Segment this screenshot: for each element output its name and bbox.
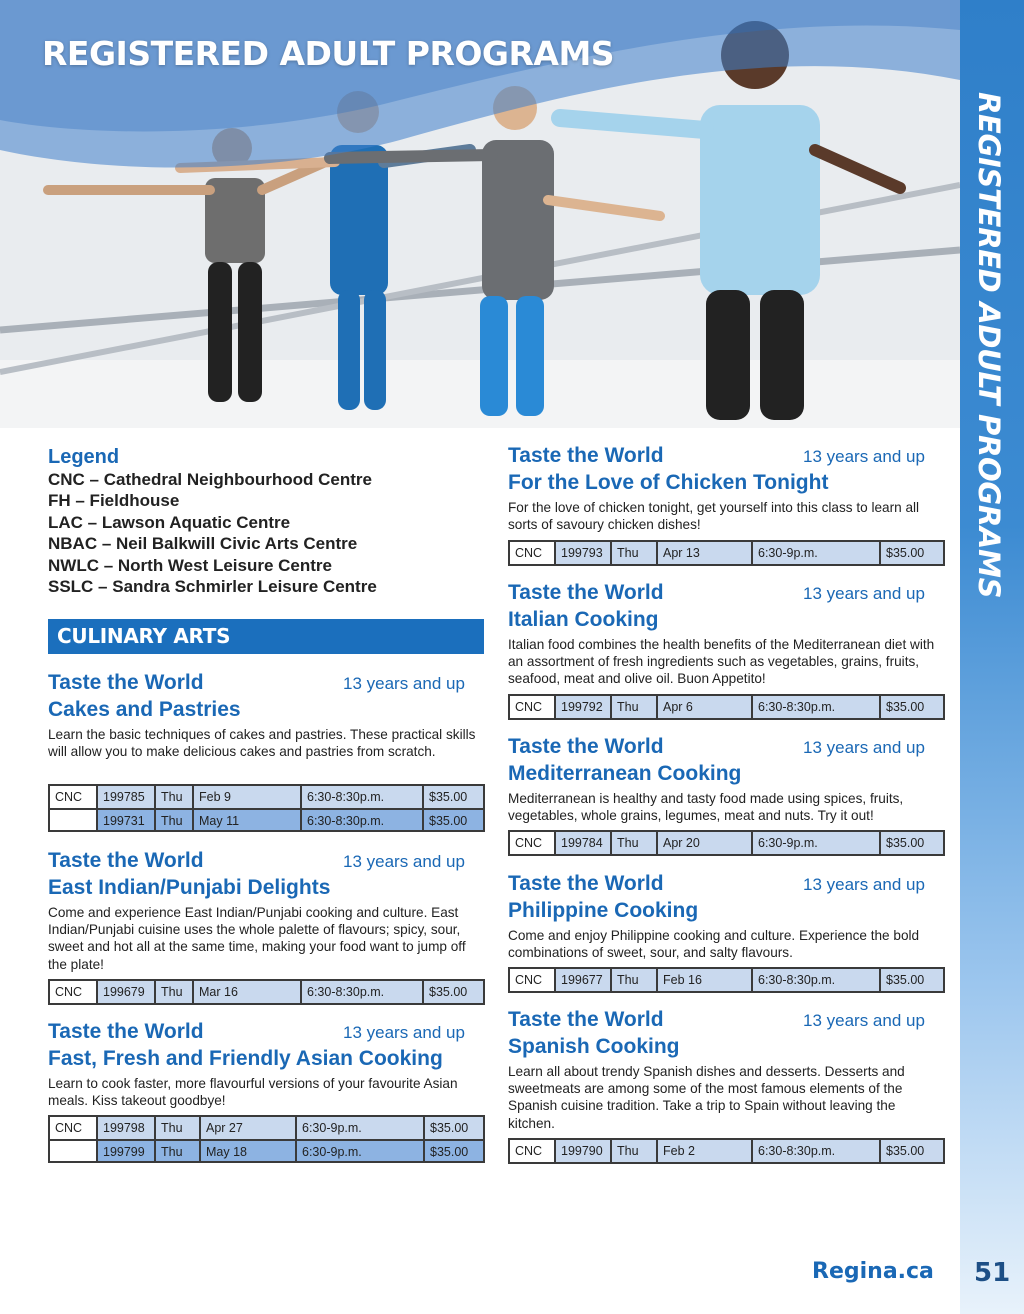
program-description: Learn to cook faster, more flavourful versions of your favourite Asian meals. Kiss takeout goodbye! [48,1076,458,1109]
date-cell: Mar 16 [192,981,300,1003]
price-cell: $35.00 [879,1140,943,1162]
price-cell: $35.00 [423,1141,483,1161]
schedule-row[interactable] [510,832,943,854]
program-age: 13 years and up [343,852,465,871]
code-cell: 199793 [554,542,610,564]
date-cell: Apr 27 [199,1117,295,1139]
day-cell: Thu [154,1141,199,1161]
day-cell: Thu [154,981,192,1003]
schedule-table [508,1138,945,1164]
code-cell: 199784 [554,832,610,854]
program-mediterranean [508,735,945,824]
price-cell: $35.00 [879,832,943,854]
program-series: Taste the World [48,1020,204,1043]
program-name: East Indian/Punjabi Delights [48,876,331,899]
program-name: Spanish Cooking [508,1035,680,1058]
legend-item: LAC – Lawson Aquatic Centre [48,512,291,532]
price-cell: $35.00 [422,786,483,808]
schedule-table [48,784,485,832]
schedule-table [508,967,945,993]
program-description: Come and experience East Indian/Punjabi cooking and culture. East Indian/Punjabi cuisine uses the whole palette of flavours; spicy, sour, sweet and hot all at the same time, making your food want to jump off the plate! [48,905,466,972]
day-cell: Thu [154,1117,199,1139]
time-cell: 6:30-9p.m. [295,1117,423,1139]
legend-item: FH – Fieldhouse [48,491,180,511]
schedule-table [508,830,945,856]
program-name: Mediterranean Cooking [508,762,742,785]
time-cell: 6:30-9p.m. [751,832,879,854]
schedule-row[interactable] [50,808,483,830]
program-series: Taste the World [48,849,204,872]
program-series: Taste the World [508,872,664,895]
price-cell: $35.00 [423,1117,483,1139]
schedule-table [508,540,945,566]
price-cell: $35.00 [879,542,943,564]
location-cell: CNC [50,786,96,808]
legend-item: CNC – Cathedral Neighbourhood Centre [48,470,372,489]
program-east-indian [48,849,485,973]
program-description: Learn all about trendy Spanish dishes and desserts. Desserts and sweetmeats are among some of the most famous elements of the Spanish cuisine tradition. Take a trip to Spain without leaving the kitchen. [508,1064,905,1131]
location-cell [50,810,96,830]
time-cell: 6:30-8:30p.m. [751,696,879,718]
program-description: Mediterranean is healthy and tasty food made using spices, fruits, vegetables, whole grains, legumes, meat and nuts. Try it out! [508,791,904,824]
schedule-table [508,694,945,720]
date-cell: Apr 13 [656,542,751,564]
code-cell: 199799 [96,1141,154,1161]
program-series: Taste the World [508,444,664,467]
schedule-row[interactable] [50,786,483,808]
time-cell: 6:30-8:30p.m. [751,1140,879,1162]
location-cell: CNC [510,1140,554,1162]
location-cell: CNC [510,832,554,854]
day-cell: Thu [610,969,656,991]
schedule-table [48,1115,485,1163]
program-philippine [508,872,945,961]
day-cell: Thu [610,832,656,854]
legend [48,445,377,597]
program-series: Taste the World [508,735,664,758]
schedule-row[interactable] [510,969,943,991]
code-cell: 199785 [96,786,154,808]
program-description: Come and enjoy Philippine cooking and culture. Experience the bold combinations of sweet, sour, and salty flavours. [508,928,920,961]
time-cell: 6:30-9p.m. [295,1141,423,1161]
date-cell: Apr 6 [656,696,751,718]
day-cell: Thu [610,1140,656,1162]
legend-item: NWLC – North West Leisure Centre [48,555,333,575]
location-cell [50,1141,96,1161]
code-cell: 199679 [96,981,154,1003]
price-cell: $35.00 [422,810,483,830]
code-cell: 199798 [96,1117,154,1139]
legend-title: Legend [48,446,120,468]
schedule-row[interactable] [510,1140,943,1162]
date-cell: May 11 [192,810,300,830]
schedule-row[interactable] [50,1139,483,1161]
program-series: Taste the World [48,671,204,694]
date-cell: Feb 16 [656,969,751,991]
location-cell: CNC [510,969,554,991]
program-description: Learn the basic techniques of cakes and pastries. These practical skills will allow you to make delicious cakes and pastries from scratch. [48,727,476,760]
code-cell: 199731 [96,810,154,830]
day-cell: Thu [610,696,656,718]
location-cell: CNC [50,1117,96,1139]
section-title: CULINARY ARTS [57,624,231,648]
time-cell: 6:30-8:30p.m. [751,969,879,991]
schedule-row[interactable] [50,981,483,1003]
program-age: 13 years and up [803,584,925,603]
program-name: Cakes and Pastries [48,698,241,721]
page-title: REGISTERED ADULT PROGRAMS [42,34,615,73]
date-cell: Feb 9 [192,786,300,808]
program-age: 13 years and up [343,1023,465,1042]
program-italian [508,581,945,688]
program-age: 13 years and up [803,875,925,894]
schedule-row[interactable] [510,542,943,564]
program-series: Taste the World [508,581,664,604]
legend-item: NBAC – Neil Balkwill Civic Arts Centre [48,534,358,554]
schedule-row[interactable] [50,1117,483,1139]
program-cakes-pastries [48,671,485,760]
code-cell: 199790 [554,1140,610,1162]
program-description: For the love of chicken tonight, get yourself into this class to learn all sorts of savoury chicken dishes! [508,500,920,533]
date-cell: Apr 20 [656,832,751,854]
program-age: 13 years and up [343,674,465,693]
program-spanish [508,1008,945,1132]
page-number: 51 [974,1258,1011,1288]
date-cell: Feb 2 [656,1140,751,1162]
program-name: Fast, Fresh and Friendly Asian Cooking [48,1047,443,1070]
side-title: REGISTERED ADULT PROGRAMS [972,92,1006,599]
location-cell: CNC [510,542,554,564]
location-cell: CNC [510,696,554,718]
day-cell: Thu [154,810,192,830]
program-asian-cooking [48,1020,485,1109]
program-age: 13 years and up [803,738,925,757]
price-cell: $35.00 [879,696,943,718]
time-cell: 6:30-9p.m. [751,542,879,564]
schedule-row[interactable] [510,696,943,718]
site-link[interactable]: Regina.ca [812,1259,934,1284]
schedule-table [48,979,485,1005]
program-name: For the Love of Chicken Tonight [508,471,829,494]
price-cell: $35.00 [879,969,943,991]
time-cell: 6:30-8:30p.m. [300,810,422,830]
hero-banner [0,0,960,428]
program-description: Italian food combines the health benefits of the Mediterranean diet with an assortment of fresh ingredients such as vegetables, grains, fruits, seafood, meat and olive oil. Buon Appetito! [508,637,935,687]
day-cell: Thu [154,786,192,808]
program-series: Taste the World [508,1008,664,1031]
location-cell: CNC [50,981,96,1003]
program-chicken [508,444,945,533]
day-cell: Thu [610,542,656,564]
code-cell: 199792 [554,696,610,718]
section-header-culinary-arts [48,619,484,654]
program-age: 13 years and up [803,447,925,466]
program-name: Italian Cooking [508,608,659,631]
time-cell: 6:30-8:30p.m. [300,786,422,808]
legend-item: SSLC – Sandra Schmirler Leisure Centre [48,577,377,597]
date-cell: May 18 [199,1141,295,1161]
program-name: Philippine Cooking [508,899,699,922]
code-cell: 199677 [554,969,610,991]
time-cell: 6:30-8:30p.m. [300,981,422,1003]
price-cell: $35.00 [422,981,483,1003]
program-age: 13 years and up [803,1011,925,1030]
